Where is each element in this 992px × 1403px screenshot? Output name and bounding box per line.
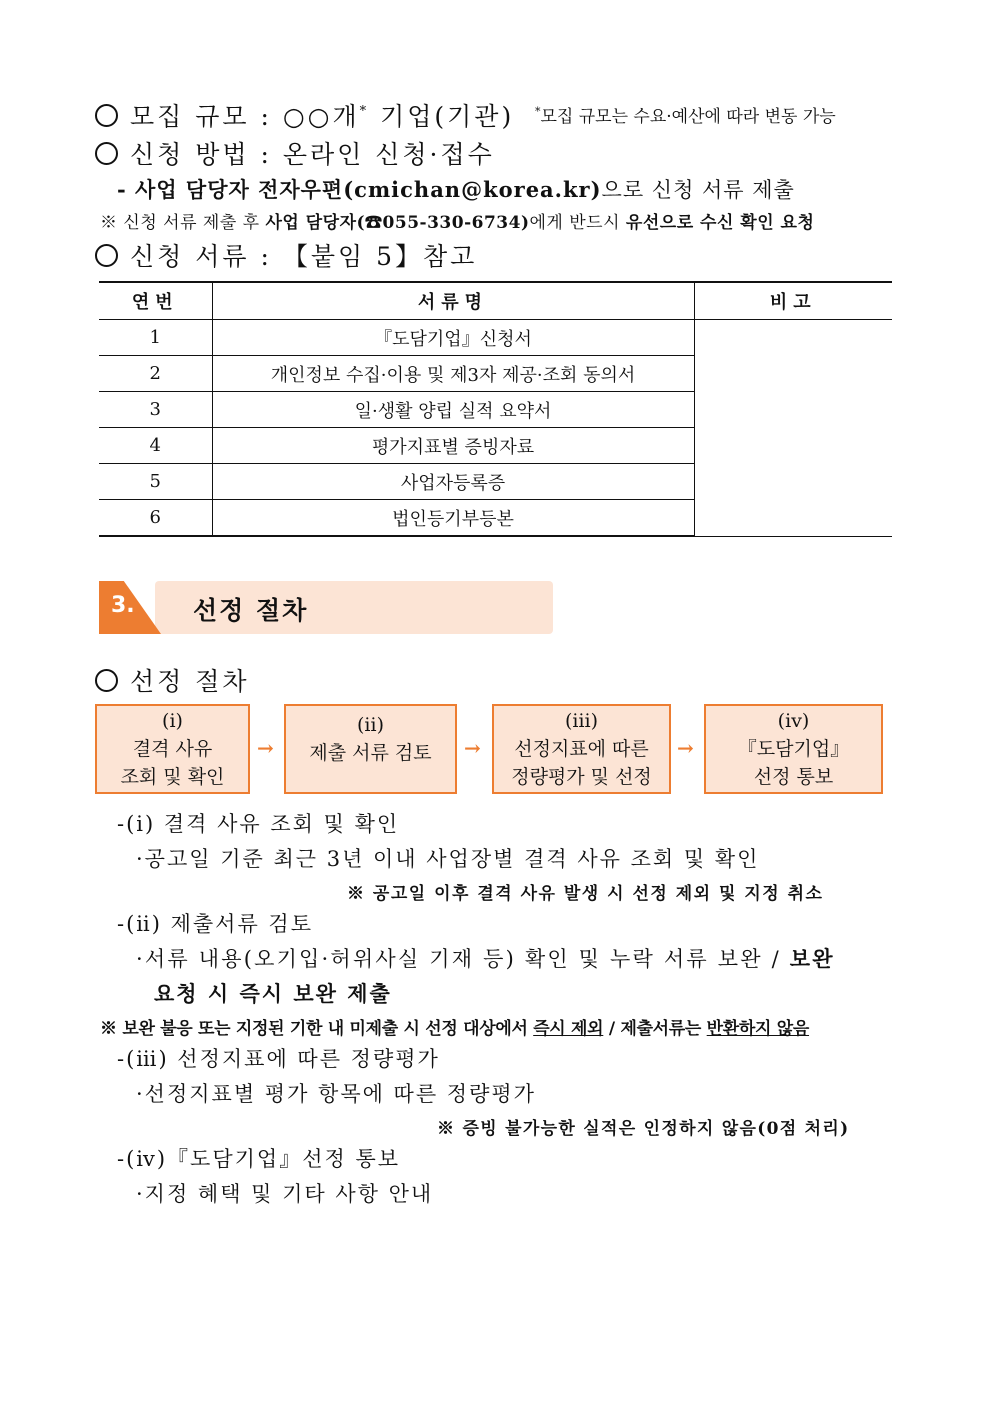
table-header-row — [99, 282, 892, 320]
circle-bullet-icon — [95, 669, 118, 692]
docs-label: 신청 서류 : 【붙임 5】참고 — [130, 242, 478, 271]
circle-bullet-icon — [95, 142, 118, 165]
row-name: 평가지표별 증빙자료 — [212, 428, 694, 464]
step-box-2 — [284, 704, 457, 794]
circle-bullet-icon — [95, 244, 118, 267]
recruit-note-star: * — [535, 105, 541, 118]
step2-note-b: 즉시 제외 — [533, 1019, 604, 1039]
recruit-line — [95, 97, 514, 133]
arrow-right-icon: → — [257, 736, 274, 760]
step-num: (ⅱ) — [357, 714, 384, 736]
row-name: 개인정보 수집·이용 및 제3자 제공·조회 동의서 — [212, 356, 694, 392]
docs-table — [99, 281, 892, 537]
header-no: 연번 — [99, 282, 212, 320]
method-sub — [117, 174, 795, 204]
step2-bullet-text: ·서류 내용(오기입·허위사실 기재 등) 확인 및 누락 서류 보완 / — [136, 947, 790, 971]
notice-part-d: 유선으로 수신 확인 요청 — [625, 213, 815, 233]
row-no: 6 — [99, 500, 212, 537]
detail-step1-note: ※ 공고일 이후 결격 사유 발생 시 선정 제외 및 지정 취소 — [347, 884, 824, 904]
recruit-label: 모집 규모 : ○○개 — [130, 102, 360, 131]
step-line2: 정량평가 및 선정 — [511, 766, 652, 788]
step-line2: 조회 및 확인 — [120, 766, 225, 788]
step-num: (ⅳ) — [777, 710, 810, 732]
step-num: (ⅲ) — [564, 710, 599, 732]
method-line — [95, 135, 495, 171]
row-name: 사업자등록증 — [212, 464, 694, 500]
arrow-right-icon: → — [677, 736, 694, 760]
step2-note-d: 반환하지 않음 — [706, 1019, 810, 1039]
detail-step1-bullet: ·공고일 기준 최근 3년 이내 사업장별 결격 사유 조회 및 확인 — [136, 847, 760, 871]
notice-part-a: ※ 신청 서류 제출 후 — [100, 213, 266, 233]
detail-step2-bullet-cont: 요청 시 즉시 보완 제출 — [154, 981, 392, 1006]
row-no: 5 — [99, 464, 212, 500]
step-line1: 『도담기업』 — [737, 738, 850, 760]
section-title: 선정 절차 — [193, 596, 309, 625]
step2-bullet-bold: 보완 — [789, 946, 835, 971]
detail-step4-bullet: ·지정 혜택 및 기타 사항 안내 — [136, 1182, 434, 1206]
row-no: 2 — [99, 356, 212, 392]
recruit-suffix: 기업(기관) — [369, 102, 515, 131]
detail-step3-note: ※ 증빙 불가능한 실적은 인정하지 않음(0점 처리) — [437, 1119, 850, 1139]
detail-step4: -(ⅳ)『도담기업』선정 통보 — [117, 1147, 401, 1171]
procedure-label: 선정 절차 — [130, 667, 250, 696]
detail-step3-bullet: ·선정지표별 평가 항목에 따른 정량평가 — [136, 1082, 536, 1106]
method-notice — [100, 208, 814, 233]
step-box-3 — [492, 704, 671, 794]
header-remark: 비고 — [694, 282, 892, 320]
step-box-4 — [704, 704, 883, 794]
arrow-right-icon: → — [464, 736, 481, 760]
detail-step2: -(ⅱ) 제출서류 검토 — [117, 912, 313, 936]
row-name: 법인등기부등본 — [212, 500, 694, 537]
circle-bullet-icon — [95, 104, 118, 127]
recruit-star: * — [359, 104, 370, 119]
method-sub-rest: 으로 신청 서류 제출 — [601, 178, 795, 202]
section-number: 3. — [111, 593, 135, 618]
step2-note-c: / 제출서류는 — [603, 1019, 707, 1039]
detail-step2-note — [100, 1014, 809, 1039]
procedure-line — [95, 662, 250, 698]
step-line2: 선정 통보 — [753, 766, 834, 788]
notice-part-b: 사업 담당자(☎055-330-6734) — [265, 213, 530, 233]
table-row — [99, 320, 892, 356]
step-line1: 선정지표에 따른 — [514, 738, 649, 760]
method-label: 신청 방법 : 온라인 신청·접수 — [130, 140, 495, 169]
step-num: (ⅰ) — [162, 710, 183, 732]
row-remark — [694, 320, 892, 537]
row-no: 3 — [99, 392, 212, 428]
docs-line — [95, 237, 477, 273]
step-line1: 제출 서류 검토 — [309, 742, 432, 764]
detail-step3: -(ⅲ) 선정지표에 따른 정량평가 — [117, 1047, 440, 1071]
row-no: 1 — [99, 320, 212, 356]
step-line1: 결격 사유 — [132, 738, 213, 760]
detail-step2-bullet — [136, 943, 835, 973]
header-name: 서류명 — [212, 282, 694, 320]
step2-note-a: ※ 보완 불응 또는 지정된 기한 내 미제출 시 선정 대상에서 — [100, 1019, 534, 1039]
detail-step1: -(ⅰ) 결격 사유 조회 및 확인 — [117, 812, 400, 836]
recruit-note-text: 모집 규모는 수요·예산에 따라 변동 가능 — [540, 107, 836, 127]
row-no: 4 — [99, 428, 212, 464]
recruit-note — [535, 102, 836, 127]
method-sub-bold: - 사업 담당자 전자우편(cmichan@korea.kr) — [117, 177, 602, 202]
notice-part-c: 에게 반드시 — [529, 213, 626, 233]
row-name: 일·생활 양립 실적 요약서 — [212, 392, 694, 428]
row-name: 『도담기업』신청서 — [212, 320, 694, 356]
step-box-1 — [95, 704, 250, 794]
